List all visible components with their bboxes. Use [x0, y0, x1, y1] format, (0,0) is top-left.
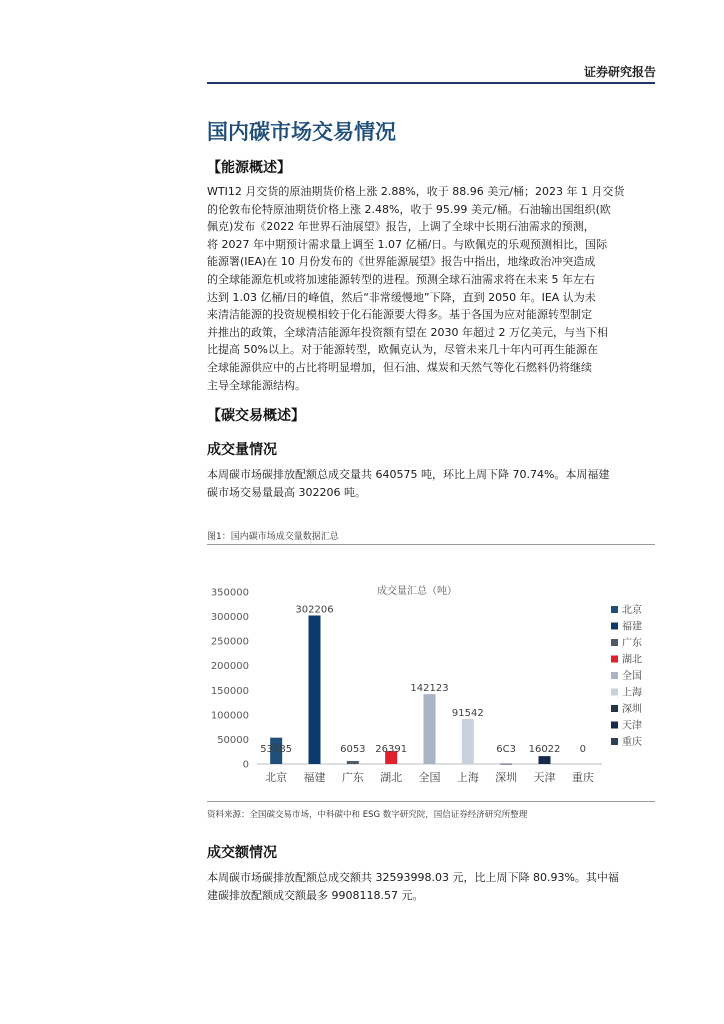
legend-swatch — [611, 705, 618, 712]
x-tick-label: 北京 — [265, 771, 288, 784]
chart-title: 成交量汇总（吨） — [377, 586, 457, 597]
bar-7 — [500, 764, 512, 765]
x-tick-label: 深圳 — [495, 771, 518, 784]
x-tick-label: 天津 — [533, 771, 556, 784]
report-type-label: 证券研究报告 — [583, 65, 656, 79]
x-tick-label: 全国 — [418, 771, 441, 784]
bar-value-label: 53585 — [260, 744, 293, 755]
volume-bar-chart — [207, 560, 657, 790]
legend-label: 湖北 — [622, 654, 642, 666]
volume-heading: 成交量情况 — [207, 442, 277, 458]
x-tick-label: 上海 — [456, 771, 479, 784]
text-line: 碳市场交易量最高 302206 吨。 — [207, 485, 366, 499]
bar-8 — [539, 756, 551, 764]
figure-source: 资料来源：全国碳交易市场，中科碳中和 ESG 数字研究院，国信证券经济研究所整理 — [207, 810, 528, 820]
legend-swatch — [611, 689, 618, 696]
x-tick-label: 福建 — [303, 771, 326, 784]
legend-label: 深圳 — [622, 704, 642, 715]
legend-swatch — [611, 606, 618, 613]
energy-paragraph — [207, 183, 657, 394]
legend-swatch — [611, 623, 618, 630]
bar-6 — [462, 719, 474, 764]
text-line: 主导全球能源结构。 — [207, 378, 306, 392]
text-line: 达到 1.03 亿桶/日的峰值，然后“非常缓慢地”下降，直到 2050 年。IEA 认为未 — [207, 290, 596, 304]
bar-value-label: 16022 — [528, 744, 561, 755]
legend-swatch — [611, 672, 618, 679]
text-line: 的伦敦布伦特原油期货价格上涨 2.48%，收于 95.99 美元/桶。石油输出国组织(欧 — [207, 202, 611, 216]
header-divider — [207, 82, 655, 84]
legend-label: 福建 — [622, 621, 642, 633]
carbon-heading: 【碳交易概述】 — [207, 408, 305, 424]
text-line: 能源署(IEA)在 10 月份发布的《世界能源展望》报告中指出，地缘政治冲突造成 — [207, 255, 596, 269]
x-tick-label: 湖北 — [380, 771, 403, 784]
text-line: 全球能源供应中的占比将明显增加，但石油、煤炭和天然气等化石燃料仍将继续 — [207, 360, 592, 374]
y-tick-label: 150000 — [210, 685, 249, 697]
legend-swatch — [611, 722, 618, 729]
figure-bottom-rule — [207, 801, 655, 802]
bar-2 — [309, 615, 321, 764]
legend-label: 重庆 — [622, 737, 642, 748]
figure-top-rule — [207, 544, 655, 545]
legend-label: 广东 — [622, 638, 642, 649]
text-line: 并推出的政策，全球清洁能源年投资额有望在 2030 年超过 2 万亿美元，与当下相 — [207, 325, 608, 339]
legend-swatch — [611, 639, 618, 646]
bar-value-label: 302206 — [295, 604, 334, 616]
bar-3 — [347, 761, 359, 764]
y-tick-label: 200000 — [210, 661, 249, 673]
bar-5 — [424, 694, 436, 764]
legend-label: 全国 — [622, 671, 642, 682]
text-line: WTI12 月交货的原油期货价格上涨 2.88%，收于 88.96 美元/桶；2023 年 1 月交货 — [207, 185, 625, 198]
figure-caption: 图1：国内碳市场成交量数据汇总 — [207, 532, 339, 542]
legend-label: 北京 — [622, 605, 642, 616]
x-tick-label: 重庆 — [571, 771, 594, 784]
y-tick-label: 0 — [242, 759, 249, 771]
y-tick-label: 350000 — [210, 587, 249, 599]
bar-value-label: 6C3 — [496, 744, 517, 755]
text-line: 来清洁能源的投资规模相较于化石能源要大得多。基于各国为应对能源转型制定 — [207, 308, 592, 322]
text-line: 比提高 50%以上。对于能源转型，欧佩克认为，尽管未来几十年内可再生能源在 — [207, 343, 598, 357]
legend-swatch — [611, 656, 618, 663]
legend-label: 天津 — [622, 720, 642, 732]
page-title: 国内碳市场交易情况 — [207, 120, 396, 144]
y-tick-label: 250000 — [210, 636, 249, 648]
x-tick-label: 广东 — [341, 771, 364, 784]
text-line: 的全球能源危机或将加速能源转型的进程。预测全球石油需求将在未来 5 年左右 — [207, 272, 595, 286]
bar-value-label: 6053 — [340, 744, 366, 755]
volume-paragraph — [207, 466, 657, 501]
bar-value-label: 0 — [579, 744, 587, 755]
y-tick-label: 50000 — [217, 734, 249, 746]
amount-heading: 成交额情况 — [207, 845, 277, 861]
text-line: 将 2027 年中期预计需求量上调至 1.07 亿桶/日。与欧佩克的乐观预测相比，国际 — [207, 237, 608, 251]
legend-swatch — [611, 738, 618, 745]
text-line: 佩克)发布《2022 年世界石油展望》报告，上调了全球中长期石油需求的预测， — [207, 220, 595, 234]
text-line: 本周碳市场碳排放配额总成交额共 32593998.03 元，比上周下降 80.93%。其中福 — [207, 871, 619, 884]
bar-value-label: 26391 — [375, 744, 408, 755]
text-line: 建碳排放配额成交额最多 9908118.57 元。 — [207, 888, 424, 902]
bar-value-label: 91542 — [451, 708, 484, 720]
legend-label: 上海 — [622, 687, 642, 699]
text-line: 本周碳市场碳排放配额总成交量共 640575 吨，环比上周下降 70.74%。本周福建 — [207, 468, 610, 481]
bar-value-label: 142123 — [410, 683, 449, 695]
energy-heading: 【能源概述】 — [207, 160, 291, 176]
y-tick-label: 100000 — [210, 710, 249, 722]
amount-paragraph — [207, 869, 657, 904]
y-tick-label: 300000 — [210, 612, 249, 624]
